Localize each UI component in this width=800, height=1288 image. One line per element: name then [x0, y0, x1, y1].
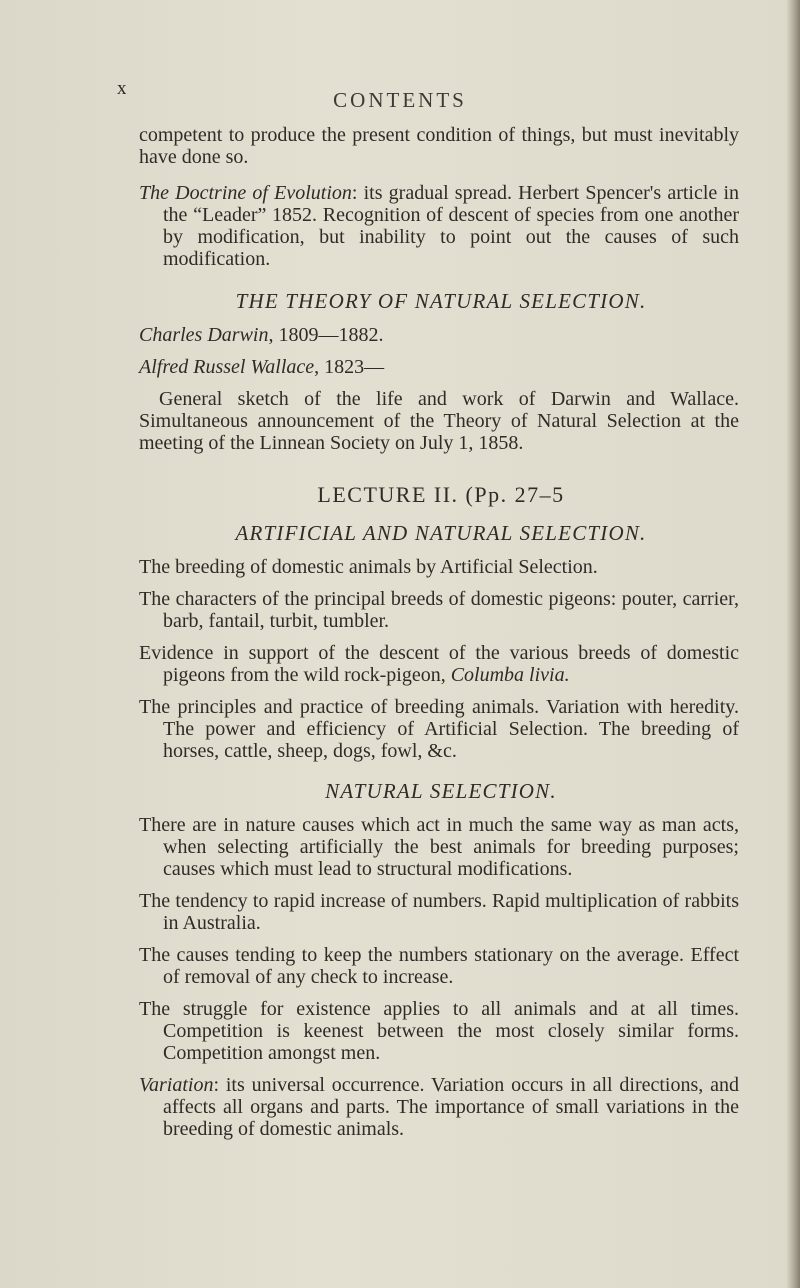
heading-theory-of-natural-selection: THE THEORY OF NATURAL SELECTION.: [235, 289, 647, 313]
paragraph-text: The characters of the principal breeds of domestic pigeons: pouter, carrier, barb, fantail, turbit, tumbler.: [139, 588, 739, 632]
paragraph-text: : its universal occurrence. Variation occurs in all directions, and affects all organs and parts. The importance of small variations in the breeding of domestic animals.: [163, 1074, 739, 1140]
page-number: x: [117, 78, 128, 99]
darwin-name: Charles Darwin: [139, 324, 269, 346]
contents-body: [139, 124, 739, 1150]
paragraph-continued: [139, 124, 739, 168]
paragraph-rapid-increase: [139, 890, 739, 934]
paragraph-doctrine-of-evolution: [139, 182, 739, 270]
page-edge-shadow: [786, 0, 800, 1288]
paragraph-stationary-numbers: [139, 944, 739, 988]
paragraph-text: The causes tending to keep the numbers stationary on the average. Effect of removal of any check to increase.: [139, 944, 739, 988]
paragraph-general-sketch: [139, 388, 739, 454]
paragraph-nature-causes: [139, 814, 739, 880]
paragraph-text: The struggle for existence applies to all animals and at all times. Competition is keenest between the most closely similar forms. Competition amongst men.: [139, 998, 739, 1064]
paragraph-pigeon-breeds: [139, 588, 739, 632]
paragraph-text: There are in nature causes which act in much the same way as man acts, when selecting artificially the best animals for breeding purposes; causes which must lead to structural modifications.: [139, 814, 739, 880]
paragraph-breeding: [139, 556, 739, 578]
wallace-line: [139, 356, 739, 378]
paragraph-variation: [139, 1074, 739, 1140]
heading-natural-selection: NATURAL SELECTION.: [325, 779, 557, 803]
paragraph-evidence: [139, 642, 739, 686]
paragraph-text: : its gradual spread. Herbert Spencer's article in the “Leader” 1852. Recognition of descent of species from one another by modification, but inability to point out the causes of such modification.: [163, 182, 739, 270]
darwin-dates: , 1809—1882.: [268, 324, 384, 346]
wallace-name: Alfred Russel Wallace: [139, 356, 315, 378]
paragraph-text: Evidence in support of the descent of the various breeds of domestic pigeons from the wild rock-pigeon,: [139, 642, 739, 686]
wallace-dates: , 1823—: [314, 356, 385, 378]
paragraph-text: The breeding of domestic animals by Artificial Selection.: [139, 556, 598, 578]
variation-term: Variation: [139, 1074, 214, 1096]
running-head: CONTENTS: [333, 88, 467, 112]
heading-artificial-and-natural-selection: ARTIFICIAL AND NATURAL SELECTION.: [235, 521, 647, 545]
paragraph-text: General sketch of the life and work of Darwin and Wallace. Simultaneous announcement of the Theory of Natural Selection at the meeting of the Linnean Society on July 1, 1858.: [139, 388, 739, 454]
paragraph-text: The tendency to rapid increase of numbers. Rapid multiplication of rabbits in Australia.: [139, 890, 739, 934]
paragraph-text: competent to produce the present condition of things, but must inevitably have done so.: [139, 124, 739, 168]
species-name: Columba livia.: [450, 664, 570, 686]
paragraph-text: The principles and practice of breeding animals. Variation with heredity. The power and efficiency of Artificial Selection. The breeding of horses, cattle, sheep, dogs, fowl, &c.: [139, 696, 739, 762]
darwin-line: [139, 324, 739, 346]
paragraph-struggle: [139, 998, 739, 1064]
lecture-title: LECTURE II. (Pp. 27–5: [317, 482, 565, 507]
paragraph-principles: [139, 696, 739, 762]
doctrine-title: The Doctrine of Evolution: [139, 182, 352, 204]
